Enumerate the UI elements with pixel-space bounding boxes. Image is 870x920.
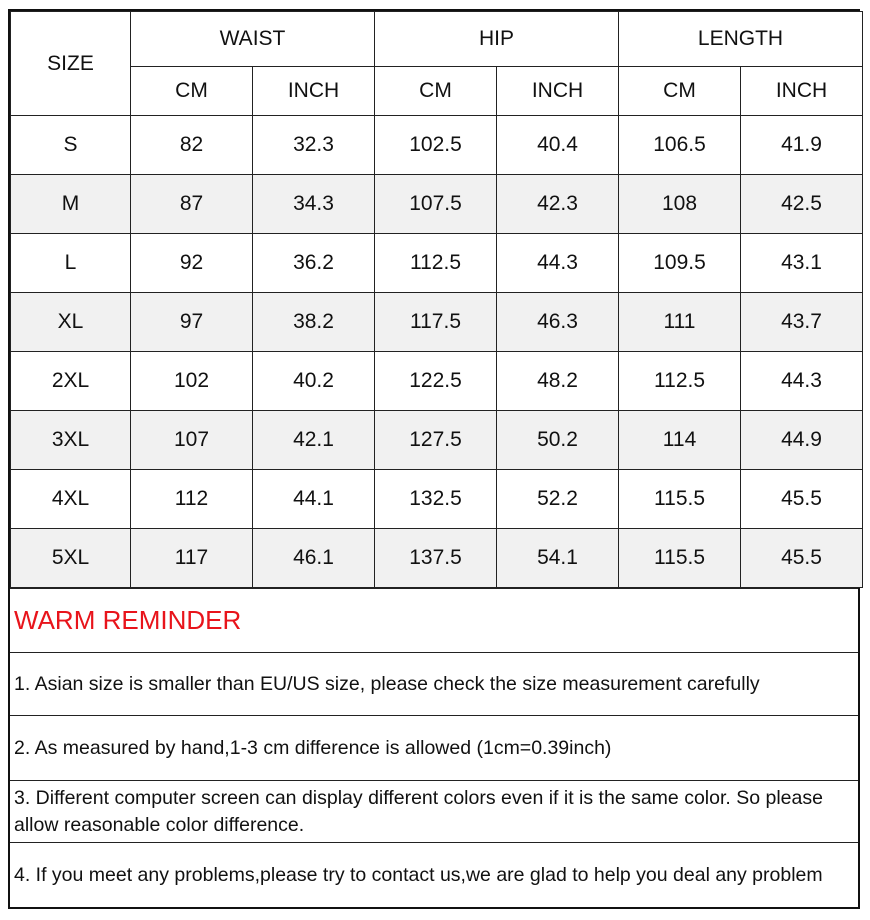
measurement-cell: 112.5 — [375, 234, 497, 293]
measurement-cell: 42.5 — [741, 175, 863, 234]
measurement-cell: 54.1 — [497, 529, 619, 588]
reminder-note: 4. If you meet any problems,please try to contact us,we are glad to help you deal any problem — [14, 863, 823, 886]
measurement-cell: 52.2 — [497, 470, 619, 529]
table-row — [11, 352, 863, 411]
measurement-cell: 107.5 — [375, 175, 497, 234]
unit-header: CM — [619, 67, 741, 116]
size-cell: L — [11, 234, 131, 293]
table-row — [11, 529, 863, 588]
table-row — [11, 116, 863, 175]
table-row — [11, 470, 863, 529]
measurement-cell: 127.5 — [375, 411, 497, 470]
header-row-units — [11, 67, 863, 116]
measurement-cell: 41.9 — [741, 116, 863, 175]
reminder-note: 3. Different computer screen can display different colors even if it is the same color. So please allow reasonable color difference. — [10, 781, 858, 843]
measurement-cell: 111 — [619, 293, 741, 352]
reminder-note: 1. Asian size is smaller than EU/US size, please check the size measurement carefully — [10, 653, 858, 716]
measurement-cell: 106.5 — [619, 116, 741, 175]
size-cell: 4XL — [11, 470, 131, 529]
measurement-cell: 45.5 — [741, 529, 863, 588]
table-row — [11, 175, 863, 234]
measurement-cell: 102.5 — [375, 116, 497, 175]
warm-reminder-title: WARM REMINDER — [10, 589, 858, 653]
table-row — [11, 293, 863, 352]
waist-header: WAIST — [131, 12, 375, 67]
measurement-cell: 108 — [619, 175, 741, 234]
measurement-cell: 112.5 — [619, 352, 741, 411]
size-cell: M — [11, 175, 131, 234]
warm-reminder-section — [10, 588, 858, 907]
unit-header: INCH — [497, 67, 619, 116]
unit-header: INCH — [741, 67, 863, 116]
measurement-cell: 102 — [131, 352, 253, 411]
measurement-cell: 112 — [131, 470, 253, 529]
measurement-cell: 42.3 — [497, 175, 619, 234]
measurement-cell: 82 — [131, 116, 253, 175]
measurement-cell: 92 — [131, 234, 253, 293]
measurement-cell: 115.5 — [619, 529, 741, 588]
measurement-cell: 97 — [131, 293, 253, 352]
measurement-cell: 38.2 — [253, 293, 375, 352]
measurement-cell: 50.2 — [497, 411, 619, 470]
measurement-cell: 114 — [619, 411, 741, 470]
size-cell: 3XL — [11, 411, 131, 470]
measurement-cell: 46.3 — [497, 293, 619, 352]
length-header: LENGTH — [619, 12, 863, 67]
header-row-groups — [11, 12, 863, 67]
measurement-cell: 117.5 — [375, 293, 497, 352]
measurement-cell: 36.2 — [253, 234, 375, 293]
table-row — [11, 234, 863, 293]
measurement-cell: 107 — [131, 411, 253, 470]
size-cell: 5XL — [11, 529, 131, 588]
table-body — [11, 116, 863, 588]
hip-header: HIP — [375, 12, 619, 67]
size-table — [10, 11, 863, 588]
size-chart — [8, 9, 860, 909]
unit-header: CM — [375, 67, 497, 116]
measurement-cell: 32.3 — [253, 116, 375, 175]
measurement-cell: 137.5 — [375, 529, 497, 588]
size-cell: XL — [11, 293, 131, 352]
measurement-cell: 44.9 — [741, 411, 863, 470]
measurement-cell: 117 — [131, 529, 253, 588]
measurement-cell: 132.5 — [375, 470, 497, 529]
measurement-cell: 43.7 — [741, 293, 863, 352]
measurement-cell: 40.2 — [253, 352, 375, 411]
measurement-cell: 48.2 — [497, 352, 619, 411]
unit-header: INCH — [253, 67, 375, 116]
measurement-cell: 43.1 — [741, 234, 863, 293]
measurement-cell: 42.1 — [253, 411, 375, 470]
measurement-cell: 45.5 — [741, 470, 863, 529]
table-row — [11, 411, 863, 470]
measurement-cell: 44.3 — [497, 234, 619, 293]
measurement-cell: 109.5 — [619, 234, 741, 293]
measurement-cell: 115.5 — [619, 470, 741, 529]
measurement-cell: 87 — [131, 175, 253, 234]
measurement-cell: 44.3 — [741, 352, 863, 411]
measurement-cell: 122.5 — [375, 352, 497, 411]
size-header: SIZE — [11, 12, 131, 116]
size-cell: S — [11, 116, 131, 175]
measurement-cell: 46.1 — [253, 529, 375, 588]
reminder-note: 2. As measured by hand,1-3 cm difference is allowed (1cm=0.39inch) — [10, 716, 858, 781]
measurement-cell: 44.1 — [253, 470, 375, 529]
unit-header: CM — [131, 67, 253, 116]
measurement-cell: 40.4 — [497, 116, 619, 175]
size-cell: 2XL — [11, 352, 131, 411]
measurement-cell: 34.3 — [253, 175, 375, 234]
